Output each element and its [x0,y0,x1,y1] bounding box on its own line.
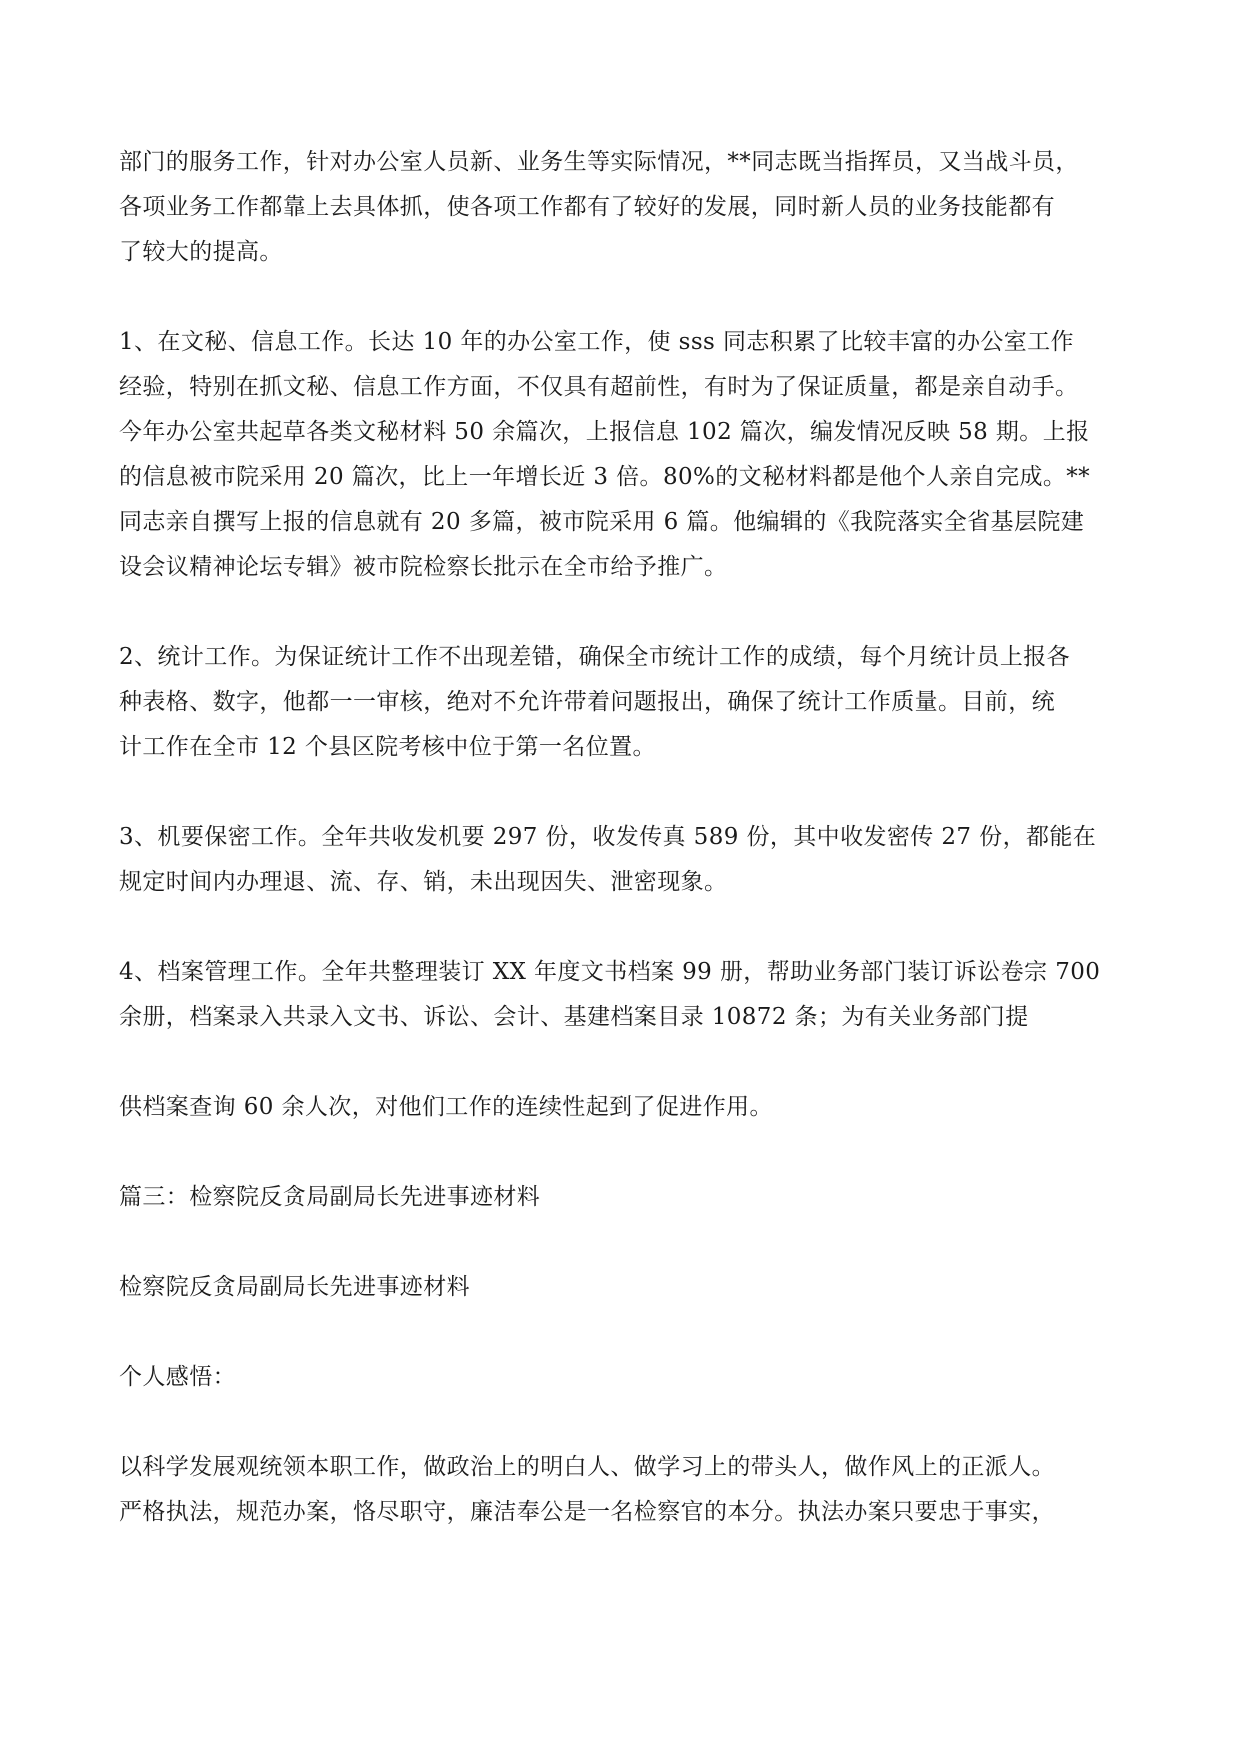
text-line: 篇三：检察院反贪局副局长先进事迹材料 [119,1184,541,1210]
paragraph [119,950,1129,1040]
text-line: 设会议精神论坛专辑》被市院检察长批示在全市给予推广。 [119,554,728,580]
paragraph [119,635,1129,770]
text-line: 检察院反贪局副局长先进事迹材料 [119,1274,470,1300]
text-line: 种表格、数字，他都一一审核，绝对不允许带着问题报出，确保了统计工作质量。目前，统 [119,689,1055,715]
paragraph [119,320,1129,590]
text-line: 今年办公室共起草各类文秘材料 50 余篇次，上报信息 102 篇次，编发情况反映 58 期。上报 [119,419,1090,445]
text-line: 部门的服务工作，针对办公室人员新、业务生等实际情况，**同志既当指挥员，又当战斗员， [119,149,1079,175]
text-line: 2、统计工作。为保证统计工作不出现差错，确保全市统计工作的成绩，每个月统计员上报各 [119,644,1071,670]
paragraph [119,1445,1129,1535]
text-line: 余册，档案录入共录入文书、诉讼、会计、基建档案目录 10872 条；为有关业务部门提 [119,1004,1029,1030]
text-line: 严格执法，规范办案，恪尽职守，廉洁奉公是一名检察官的本分。执法办案只要忠于事实， [119,1499,1055,1525]
text-line: 各项业务工作都靠上去具体抓，使各项工作都有了较好的发展，同时新人员的业务技能都有 [119,194,1055,220]
text-line: 同志亲自撰写上报的信息就有 20 多篇，被市院采用 6 篇。他编辑的《我院落实全省基层院建 [119,509,1085,535]
paragraph [119,140,1129,275]
paragraph [119,815,1129,905]
text-line: 以科学发展观统领本职工作，做政治上的明白人、做学习上的带头人，做作风上的正派人。 [119,1454,1055,1480]
text-line: 个人感悟： [119,1364,236,1390]
document-body [119,140,1129,1580]
paragraph [119,1085,1129,1130]
text-line: 1、在文秘、信息工作。长达 10 年的办公室工作，使 sss 同志积累了比较丰富的办公室工作 [119,329,1074,355]
text-line: 的信息被市院采用 20 篇次，比上一年增长近 3 倍。80%的文秘材料都是他个人亲自完成。** [119,464,1091,490]
paragraph [119,1265,1129,1310]
text-line: 经验，特别在抓文秘、信息工作方面，不仅具有超前性，有时为了保证质量，都是亲自动手。 [119,374,1079,400]
text-line: 计工作在全市 12 个县区院考核中位于第一名位置。 [119,734,656,760]
text-line: 4、档案管理工作。全年共整理装订 XX 年度文书档案 99 册，帮助业务部门装订诉讼卷宗 700 [119,959,1101,985]
text-line: 3、机要保密工作。全年共收发机要 297 份，收发传真 589 份，其中收发密传 27 份，都能在 [119,824,1097,850]
text-line: 了较大的提高。 [119,239,283,265]
paragraph [119,1355,1129,1400]
text-line: 供档案查询 60 余人次，对他们工作的连续性起到了促进作用。 [119,1094,773,1120]
text-line: 规定时间内办理退、流、存、销，未出现因失、泄密现象。 [119,869,728,895]
paragraph [119,1175,1129,1220]
